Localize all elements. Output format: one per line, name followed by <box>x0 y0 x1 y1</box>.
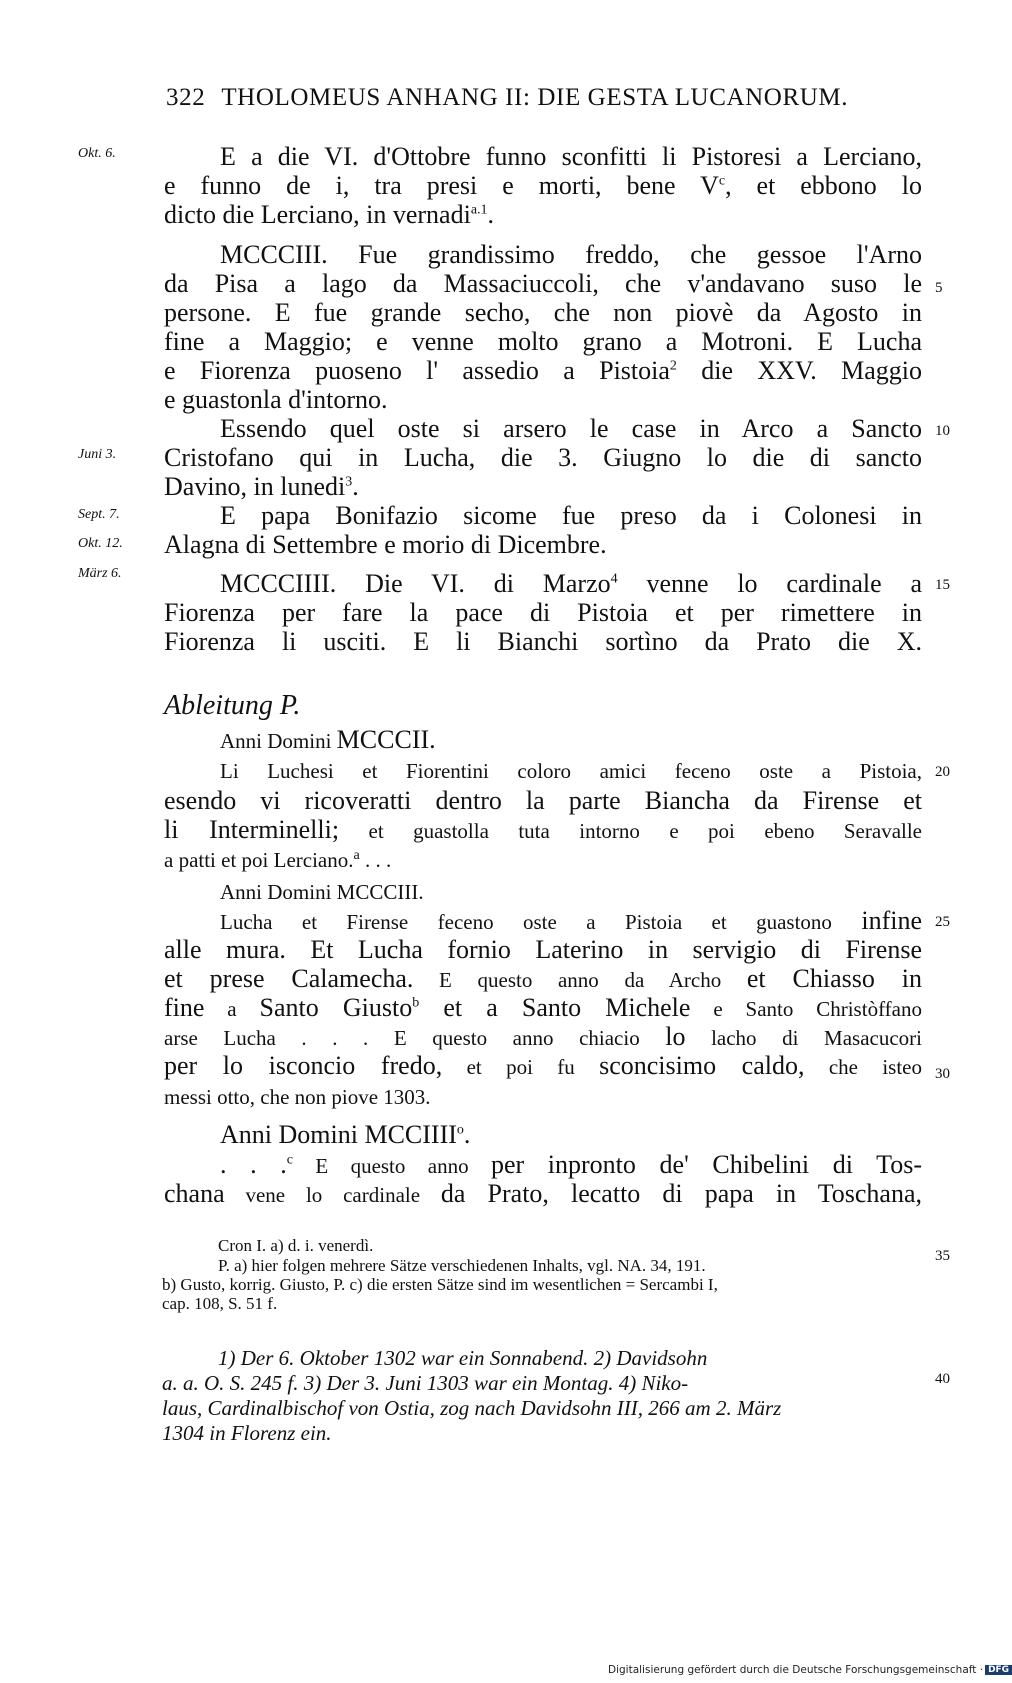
line-number: 15 <box>935 577 950 593</box>
footnote-line: a. a. O. S. 245 f. 3) Der 3. Juni 1303 war ein Montag. 4) Niko- <box>162 1371 689 1395</box>
text-line: E a die VI. d'Ottobre funno sconfitti li Pistoresi a Lerciano, <box>220 142 922 171</box>
text-line: per lo isconcio fredo, et poi fu sconcisimo caldo, che isteo <box>164 1051 922 1080</box>
text-line: e funno de i, tra presi e morti, bene $V^c$, et ebbono lo <box>164 171 922 200</box>
text-line: Anni Domini MCCIIII$^o$. <box>220 1120 471 1149</box>
text-line: Fiorenza per fare la pace di Pistoia et per rimettere in <box>164 598 922 627</box>
line-number: 10 <box>935 423 950 439</box>
dfg-logo: DFG <box>985 1665 1012 1675</box>
text-line: Anni Domini MCCCII. <box>220 725 436 754</box>
text-line: e guastonla d'intorno. <box>164 385 388 414</box>
text-line: da Pisa a lago da Massaciuccoli, che v'andavano suso le <box>164 269 922 298</box>
apparatus-line: Cron I. a) d. i. venerdì. <box>218 1236 374 1255</box>
section-heading: Ableitung P. <box>164 690 301 721</box>
text-line: Li Luchesi et Fiorentini coloro amici feceno oste a Pistoia, <box>220 759 922 783</box>
running-title: THOLOMEUS ANHANG II: DIE GESTA LUCANORUM. <box>221 84 849 111</box>
text-line: e Fiorenza puoseno l' assedio a Pistoia$^2$ die XXV. Maggio <box>164 356 923 385</box>
margin-date: Juni 3. <box>78 447 117 462</box>
text-line: arse Lucha . . . E questo anno chiacio lo lacho di Masacucori <box>164 1022 922 1051</box>
text-line: esendo vi ricoveratti dentro la parte Biancha da Firense et <box>164 786 922 815</box>
footnote-line: 1) Der 6. Oktober 1302 war ein Sonnabend. 2) Davidsohn <box>218 1346 708 1370</box>
text-line: persone. E fue grande secho, che non piovè da Agosto in <box>164 298 922 327</box>
text-line: dicto die Lerciano, in vernadi$^{a.1}$. <box>164 200 495 229</box>
text-line: . . .$^c$ E questo anno per inpronto de' Chibelini di Tos- <box>220 1150 923 1179</box>
text-line: alle mura. Et Lucha fornio Laterino in servigio di Firense <box>164 935 922 964</box>
text-line: Cristofano qui in Lucha, die 3. Giugno lo die di sancto <box>164 443 922 472</box>
line-number: 20 <box>935 764 950 780</box>
margin-date: Okt. 6. <box>78 146 116 161</box>
text-line: et prese Calamecha. E questo anno da Archo et Chiasso in <box>164 964 923 993</box>
text-line: Fiorenza li usciti. E li Bianchi sortìno da Prato die X. <box>164 627 922 656</box>
text-line: Essendo quel oste si arsero le case in Arco a Sancto <box>220 414 922 443</box>
line-number: 30 <box>935 1066 950 1082</box>
text-line: fine a Santo Giusto$^b$ et a Santo Michele e Santo Christòffano <box>164 993 922 1022</box>
text-line: li Interminelli; et guastolla tuta intorno e poi ebeno Seravalle <box>164 815 923 844</box>
digitization-credit: Digitalisierung gefördert durch die Deutsche Forschungsgemeinschaft · DFG <box>608 1664 988 1676</box>
footnote-line: laus, Cardinalbischof von Ostia, zog nach Davidsohn III, 266 am 2. März <box>162 1396 782 1420</box>
text-line: a patti et poi Lerciano.$^a$ . . . <box>164 848 392 872</box>
margin-date: Okt. 12. <box>78 536 123 551</box>
margin-date: März 6. <box>78 566 122 581</box>
apparatus-line: P. a) hier folgen mehrere Sätze verschiedenen Inhalts, vgl. NA. 34, 191. <box>218 1256 706 1275</box>
page-number: 322 <box>166 84 206 111</box>
line-number: 25 <box>935 914 950 930</box>
running-header <box>166 84 886 112</box>
text-line: messi otto, che non piove 1303. <box>164 1085 431 1109</box>
line-number: 40 <box>935 1371 950 1387</box>
text-line: fine a Maggio; e venne molto grano a Motroni. E Lucha <box>164 327 922 356</box>
margin-date: Sept. 7. <box>78 507 120 522</box>
text-line: Davino, in lunedi$^3$. <box>164 472 359 501</box>
line-number: 35 <box>935 1248 950 1264</box>
text-line: Lucha et Firense feceno oste a Pistoia et guastono infine <box>220 906 922 935</box>
text-line: chana vene lo cardinale da Prato, lecatto di papa in Toschana, <box>164 1179 923 1208</box>
text-line: MCCCIII. Fue grandissimo freddo, che gessoe l'Arno <box>220 240 922 269</box>
text-line: Alagna di Settembre e morio di Dicembre. <box>164 530 607 559</box>
text-line: Anni Domini MCCCIII. <box>220 880 424 904</box>
footnote-line: 1304 in Florenz ein. <box>162 1421 332 1445</box>
line-number: 5 <box>935 280 943 296</box>
apparatus-line: cap. 108, S. 51 f. <box>162 1294 278 1313</box>
apparatus-line: b) Gusto, korrig. Giusto, P. c) die ersten Sätze sind im wesentlichen = Sercambi I, <box>162 1275 718 1294</box>
text-line: E papa Bonifazio sicome fue preso da i Colonesi in <box>220 501 922 530</box>
text-line: MCCCIIII. Die VI. di Marzo$^4$ venne lo cardinale a <box>220 569 922 598</box>
